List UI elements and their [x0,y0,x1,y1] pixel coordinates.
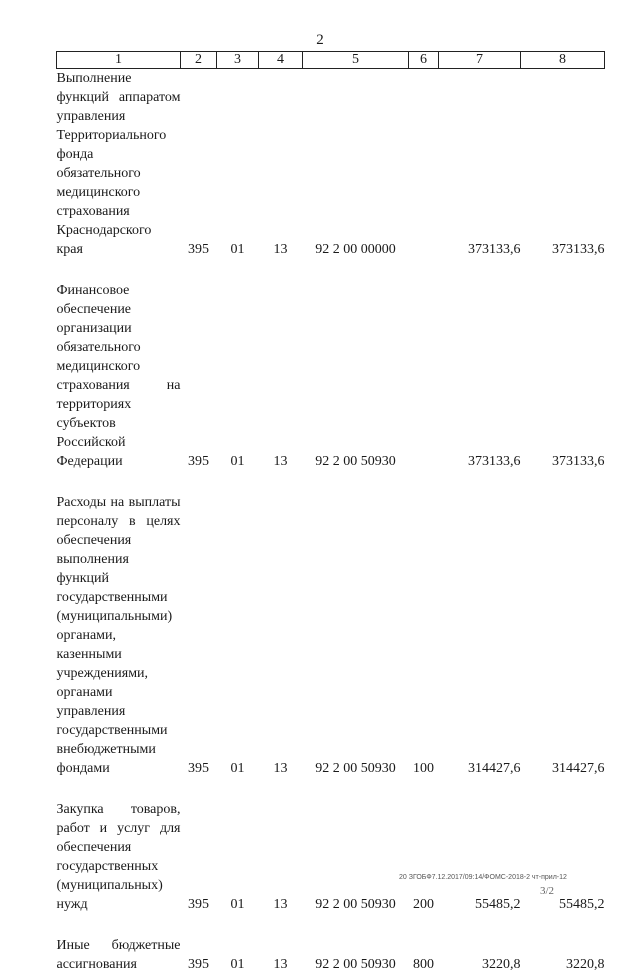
row-spacer [57,471,605,493]
table-row [57,69,605,260]
cell-c3: 01 [230,454,245,469]
col-header-1: 1 [57,52,181,69]
cell-c7: 373133,6 [468,242,521,257]
col-header-4: 4 [259,52,303,69]
page-number: 2 [316,32,324,48]
col-header-3: 3 [217,52,259,69]
cell-c2: 395 [188,761,209,776]
cell-c3: 01 [230,761,245,776]
cell-c4: 13 [273,761,288,776]
cell-c4: 13 [273,454,288,469]
cell-c4: 13 [273,957,288,972]
cell-c6: 100 [413,761,434,776]
cell-c5: 92 2 00 50930 [315,957,396,972]
col-header-7: 7 [439,52,521,69]
cell-c4: 13 [273,897,288,912]
cell-c4: 13 [273,242,288,257]
row-spacer [57,778,605,800]
cell-c2: 395 [188,957,209,972]
cell-c6 [409,281,439,471]
cell-c7: 314427,6 [468,761,521,776]
cell-c8: 373133,6 [552,242,605,257]
cell-c2: 395 [188,897,209,912]
cell-c7: 373133,6 [468,454,521,469]
cell-c8: 373133,6 [552,454,605,469]
cell-c8: 314427,6 [552,761,605,776]
cell-c6: 800 [413,957,434,972]
col-header-2: 2 [181,52,217,69]
cell-c5: 92 2 00 50930 [315,761,396,776]
cell-c7: 3220,8 [482,957,521,972]
budget-table [56,51,605,974]
row-spacer [57,914,605,936]
cell-c3: 01 [230,957,245,972]
cell-c8: 3220,8 [566,957,605,972]
row-name: Финансовое обеспечение организации обязательного медицинского страхования на территориях субъектов Российской Федерации [56,283,181,469]
cell-c3: 01 [230,242,245,257]
col-header-5: 5 [303,52,409,69]
col-header-6: 6 [409,52,439,69]
cell-c5: 92 2 00 50930 [315,454,396,469]
cell-c8: 55485,2 [559,897,605,912]
cell-c6: 200 [413,897,434,912]
row-spacer [57,259,605,281]
table-row [57,281,605,471]
cell-c7: 55485,2 [475,897,521,912]
row-name: Закупка товаров, работ и услуг для обеспечения государственных (муниципальных) нужд [56,802,181,912]
row-name: Выполнение функций аппаратом управления Территориального фонда обязательного медицинского страхования Краснодарского края [56,71,181,257]
cell-c6 [409,69,439,260]
cell-c5: 92 2 00 00000 [315,242,396,257]
row-name: Расходы на выплаты персоналу в целях обеспечения выполнения функций государственными (муниципальными) органами, казенными учреждениями, органами управления государственными внебюджетными фондами [56,495,181,776]
row-name: Иные бюджетные ассигнования [56,938,181,972]
cell-c3: 01 [230,897,245,912]
cell-c2: 395 [188,454,209,469]
table-row [57,800,605,914]
cell-c5: 92 2 00 50930 [315,897,396,912]
document-footer: 20 ЗГОБФ7.12.2017/09:14/ФОМС-2018-2 чт-прил-12 [399,874,567,881]
table-row [57,936,605,974]
col-header-8: 8 [521,52,605,69]
cell-c2: 395 [188,242,209,257]
table-row [57,493,605,778]
corner-mark: 3/2 [540,885,555,897]
header-row [57,52,605,69]
